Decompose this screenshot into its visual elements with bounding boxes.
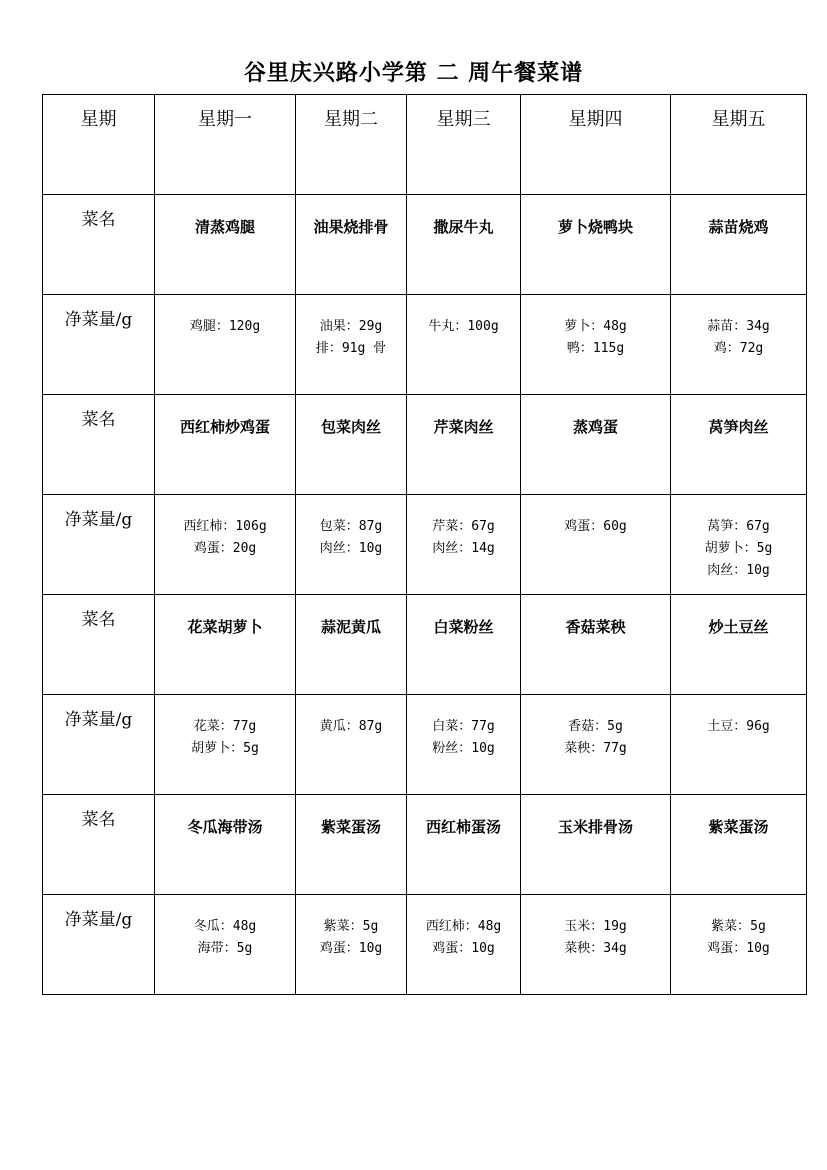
quantity-cell	[296, 895, 407, 995]
ingredient-quantity: 油果：29g	[319, 319, 383, 334]
dish-name: 包菜肉丝	[320, 418, 381, 436]
dish-cell	[155, 595, 296, 695]
dish-row	[43, 795, 807, 895]
quantity-list	[671, 295, 806, 360]
quantity-row	[43, 895, 807, 995]
dish-cell	[521, 195, 671, 295]
header-cell	[296, 95, 407, 195]
ingredient-quantity: 黄瓜：87g	[319, 719, 383, 734]
ingredient-quantity: 鸡腿：120g	[189, 319, 261, 334]
dish-cell	[407, 395, 521, 495]
quantity-cell	[407, 695, 521, 795]
dish-row	[43, 595, 807, 695]
dish-cell	[407, 595, 521, 695]
ingredient-quantity: 白菜：77g	[432, 719, 495, 734]
dish-name: 油果烧排骨	[313, 218, 389, 236]
dish-cell	[671, 395, 807, 495]
dish-name: 萝卜烧鸭块	[557, 218, 633, 236]
row-label: 净菜量/g	[64, 710, 133, 730]
ingredient-quantity: 萝卜：48g	[564, 319, 627, 334]
row-label-cell	[43, 795, 155, 895]
dish-name: 紫菜蛋汤	[320, 818, 381, 836]
quantity-cell	[407, 895, 521, 995]
page-title: 谷里庆兴路小学第 二 周午餐菜谱	[243, 60, 584, 86]
ingredient-quantity: 鸡：72g	[713, 341, 764, 356]
dish-name: 撒尿牛丸	[433, 218, 494, 236]
row-label: 净菜量/g	[64, 310, 133, 330]
quantity-list	[521, 495, 670, 538]
quantity-cell	[671, 295, 807, 395]
ingredient-quantity: 紫菜：5g	[323, 919, 379, 934]
dish-cell	[296, 595, 407, 695]
ingredient-quantity: 鸡蛋：60g	[564, 519, 627, 534]
quantity-list	[521, 695, 670, 760]
row-label-cell	[43, 395, 155, 495]
header-cell	[43, 95, 155, 195]
dish-name: 花菜胡萝卜	[187, 618, 263, 636]
quantity-list	[407, 295, 520, 338]
dish-cell	[296, 195, 407, 295]
dish-cell	[155, 795, 296, 895]
dish-name: 蒜苗烧鸡	[708, 218, 769, 236]
quantity-list	[296, 495, 406, 560]
quantity-list	[671, 695, 806, 738]
quantity-cell	[521, 495, 671, 595]
menu-table	[42, 94, 807, 995]
header-label: 星期	[80, 109, 117, 130]
dish-name: 莴笋肉丝	[708, 418, 769, 436]
quantity-cell	[671, 495, 807, 595]
quantity-list	[296, 695, 406, 738]
ingredient-quantity: 鸡蛋：10g	[432, 941, 495, 956]
row-label: 菜名	[81, 410, 116, 430]
quantity-cell	[155, 295, 296, 395]
quantity-cell	[155, 895, 296, 995]
quantity-cell	[407, 495, 521, 595]
dish-name: 蒸鸡蛋	[572, 418, 618, 436]
ingredient-quantity: 胡萝卜：5g	[191, 741, 259, 756]
quantity-cell	[296, 695, 407, 795]
row-label-cell	[43, 495, 155, 595]
quantity-cell	[671, 895, 807, 995]
ingredient-quantity: 西红柿：48g	[425, 919, 502, 934]
quantity-list	[155, 495, 295, 560]
dish-cell	[407, 795, 521, 895]
quantity-row	[43, 495, 807, 595]
dish-cell	[407, 195, 521, 295]
ingredient-quantity: 牛丸：100g	[428, 319, 499, 334]
dish-cell	[296, 395, 407, 495]
ingredient-quantity: 莴笋：67g	[707, 519, 770, 534]
dish-name: 紫菜蛋汤	[708, 818, 769, 836]
ingredient-quantity: 菜秧：34g	[564, 941, 627, 956]
quantity-list	[296, 295, 406, 360]
quantity-list	[407, 695, 520, 760]
ingredient-quantity: 胡萝卜：5g	[704, 541, 773, 556]
dish-cell	[155, 395, 296, 495]
ingredient-quantity: 土豆：96g	[707, 719, 770, 734]
quantity-row	[43, 295, 807, 395]
row-label-cell	[43, 295, 155, 395]
header-cell	[155, 95, 296, 195]
quantity-row	[43, 695, 807, 795]
ingredient-quantity: 蒜苗：34g	[707, 319, 770, 334]
dish-name: 炒土豆丝	[708, 618, 769, 636]
ingredient-quantity: 花菜：77g	[193, 719, 257, 734]
row-label-cell	[43, 895, 155, 995]
ingredient-quantity: 紫菜：5g	[711, 919, 766, 934]
ingredient-quantity: 鸡蛋：10g	[319, 941, 383, 956]
row-label: 净菜量/g	[64, 910, 133, 930]
quantity-cell	[296, 295, 407, 395]
quantity-cell	[155, 695, 296, 795]
quantity-cell	[155, 495, 296, 595]
dish-cell	[671, 195, 807, 295]
row-label: 净菜量/g	[64, 510, 133, 530]
dish-name: 蒜泥黄瓜	[320, 618, 381, 636]
row-label-cell	[43, 595, 155, 695]
dish-cell	[671, 595, 807, 695]
dish-name: 清蒸鸡腿	[194, 218, 255, 236]
dish-cell	[296, 795, 407, 895]
day-monday: 星期一	[198, 109, 252, 130]
dish-name: 芹菜肉丝	[433, 418, 494, 436]
row-label-cell	[43, 695, 155, 795]
ingredient-quantity: 鸡蛋：20g	[193, 541, 257, 556]
quantity-cell	[521, 295, 671, 395]
dish-cell	[521, 595, 671, 695]
ingredient-quantity: 肉丝：10g	[707, 563, 770, 578]
header-cell	[671, 95, 807, 195]
row-label: 菜名	[81, 210, 116, 230]
dish-cell	[521, 795, 671, 895]
ingredient-quantity: 菜秧：77g	[564, 741, 627, 756]
quantity-list	[155, 695, 295, 760]
dish-row	[43, 195, 807, 295]
ingredient-quantity: 芹菜：67g	[432, 519, 495, 534]
ingredient-quantity: 鸡蛋：10g	[707, 941, 770, 956]
ingredient-quantity: 海带：5g	[197, 941, 253, 956]
ingredient-quantity: 肉丝：10g	[319, 541, 383, 556]
quantity-list	[296, 895, 406, 960]
dish-name: 白菜粉丝	[433, 618, 494, 636]
quantity-list	[521, 295, 670, 360]
dish-name: 西红柿炒鸡蛋	[179, 418, 270, 436]
dish-row	[43, 395, 807, 495]
header-row	[43, 95, 807, 195]
dish-name: 西红柿蛋汤	[425, 818, 501, 836]
ingredient-quantity: 香菇：5g	[568, 719, 623, 734]
quantity-list	[521, 895, 670, 960]
ingredient-quantity: 包菜：87g	[319, 519, 383, 534]
quantity-list	[671, 895, 806, 960]
ingredient-quantity: 西红柿：106g	[183, 519, 267, 534]
dish-name: 香菇菜秧	[565, 618, 626, 636]
quantity-list	[407, 495, 520, 560]
quantity-list	[671, 495, 806, 582]
quantity-cell	[521, 895, 671, 995]
quantity-cell	[407, 295, 521, 395]
day-friday: 星期五	[711, 109, 766, 130]
row-label: 菜名	[81, 810, 116, 830]
ingredient-quantity: 肉丝：14g	[432, 541, 495, 556]
header-cell	[521, 95, 671, 195]
row-label-cell	[43, 195, 155, 295]
ingredient-quantity: 排：91g 骨	[315, 341, 387, 356]
ingredient-quantity: 粉丝：10g	[432, 741, 495, 756]
dish-name: 玉米排骨汤	[557, 818, 633, 836]
quantity-cell	[521, 695, 671, 795]
dish-cell	[671, 795, 807, 895]
dish-cell	[155, 195, 296, 295]
day-wednesday: 星期三	[436, 109, 491, 130]
day-thursday: 星期四	[568, 109, 623, 130]
quantity-cell	[671, 695, 807, 795]
dish-name: 冬瓜海带汤	[187, 818, 263, 836]
row-label: 菜名	[81, 610, 116, 630]
dish-cell	[521, 395, 671, 495]
ingredient-quantity: 鸭：115g	[566, 341, 625, 356]
day-tuesday: 星期二	[324, 109, 378, 130]
quantity-list	[155, 295, 295, 338]
ingredient-quantity: 冬瓜：48g	[193, 919, 257, 934]
quantity-list	[155, 895, 295, 960]
quantity-cell	[296, 495, 407, 595]
quantity-list	[407, 895, 520, 960]
ingredient-quantity: 玉米：19g	[564, 919, 627, 934]
header-cell	[407, 95, 521, 195]
